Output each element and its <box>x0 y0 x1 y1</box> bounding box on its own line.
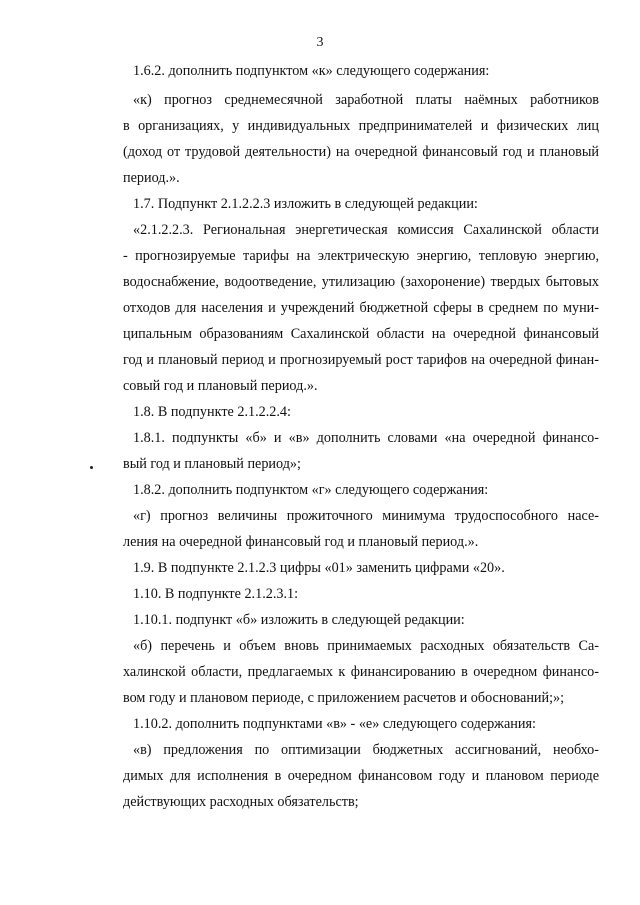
page-number: 3 <box>316 35 324 50</box>
paragraph-line: 1.7. Подпункт 2.1.2.2.3 изложить в следующей редакции: <box>133 196 478 212</box>
paragraph-line: 1.9. В подпункте 2.1.2.3 цифры «01» заменить цифрами «20». <box>133 560 505 576</box>
paragraph-line: «б) перечень и объем вновь принимаемых расходных обязательств Са- <box>133 638 599 654</box>
paragraph-line: 1.10. В подпункте 2.1.2.3.1: <box>133 586 299 602</box>
paragraph-line: ципальным образованиям Сахалинской области на очередной финансовый <box>123 326 599 342</box>
paragraph-line: действующих расходных обязательств; <box>123 794 359 810</box>
paragraph-line: вом году и плановом периоде, с приложением расчетов и обоснований;»; <box>123 690 565 706</box>
paragraph-line: димых для исполнения в очередном финансовом году и плановом периоде <box>123 768 599 784</box>
paragraph-line: отходов для населения и учреждений бюджетной сферы в среднем по муни- <box>123 300 599 316</box>
paragraph-line: период.». <box>123 170 180 186</box>
paragraph-line: ления на очередной финансовый год и плановый период.». <box>123 534 479 550</box>
paragraph-line: год и плановый период и прогнозируемый рост тарифов на очередной финан- <box>123 352 599 368</box>
paragraph-line: совый год и плановый период.». <box>123 378 318 394</box>
paragraph-line: «в) предложения по оптимизации бюджетных ассигнований, необхо- <box>133 742 599 758</box>
paragraph-line: 1.8.2. дополнить подпунктом «г» следующего содержания: <box>133 482 489 498</box>
paragraph-line: в организациях, у индивидуальных предпринимателей и физических лиц <box>123 118 599 134</box>
scan-speck <box>90 466 93 469</box>
paragraph-line: 1.6.2. дополнить подпунктом «к» следующего содержания: <box>133 63 490 79</box>
paragraph-line: (доход от трудовой деятельности) на очередной финансовый год и плановый <box>123 144 599 160</box>
paragraph-line: водоснабжение, водоотведение, утилизацию (захоронение) твердых бытовых <box>123 274 599 290</box>
paragraph-line: вый год и плановый период»; <box>123 456 301 472</box>
paragraph-line: «к) прогноз среднемесячной заработной платы наёмных работников <box>133 92 599 108</box>
paragraph-line: 1.8. В подпункте 2.1.2.2.4: <box>133 404 291 420</box>
paragraph-line: 1.10.2. дополнить подпунктами «в» - «е» следующего содержания: <box>133 716 536 732</box>
paragraph-line: халинской области, предлагаемых к финансированию в очередном финансо- <box>123 664 599 680</box>
paragraph-line: 1.8.1. подпункты «б» и «в» дополнить словами «на очередной финансо- <box>133 430 599 446</box>
paragraph-line: «г) прогноз величины прожиточного минимума трудоспособного насе- <box>133 508 599 524</box>
paragraph-line: «2.1.2.2.3. Региональная энергетическая комиссия Сахалинской области <box>133 222 599 238</box>
paragraph-line: - прогнозируемые тарифы на электрическую энергию, тепловую энергию, <box>123 248 599 264</box>
paragraph-line: 1.10.1. подпункт «б» изложить в следующей редакции: <box>133 612 465 628</box>
